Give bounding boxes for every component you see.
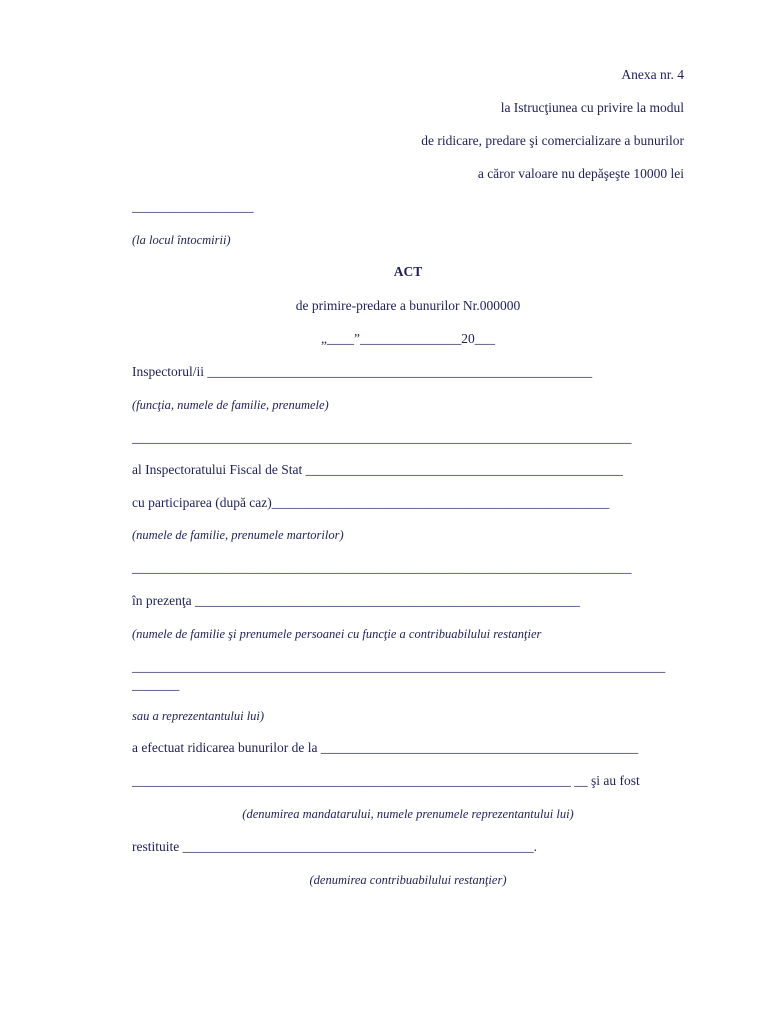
place-caption: (la locul întocmirii) [132, 233, 231, 247]
blank-line: _______________________________________________________________________________ [132, 659, 666, 674]
restitution-line: restituite ____________________________________________________. [132, 839, 537, 854]
returned-line: _________________________________________________________________ __ şi au fost [132, 773, 640, 788]
annex-number: Anexa nr. 4 [621, 67, 684, 82]
inspector-caption: (funcţia, numele de familie, prenumele) [132, 398, 329, 412]
document-subtitle: de primire-predare a bunurilor Nr.000000 [295, 298, 521, 313]
annex-reference-line-1: la Istrucţiunea cu privire la modul [500, 100, 684, 115]
annex-reference-line-3: a căror valoare nu depăşeşte 10000 lei [477, 166, 684, 181]
presence-line: în prezenţa _________________________________________________________ [132, 593, 580, 608]
fiscal-inspectorate-line: al Inspectoratului Fiscal de Stat _______________________________________________ [132, 462, 623, 477]
mandatary-caption: (denumirea mandatarului, numele prenumele reprezentantului lui) [242, 807, 574, 821]
blank-line: __________________________________________________________________________ [132, 560, 632, 575]
person-caption: (numele de familie şi prenumele persoanei cu funcţie a contribuabilului restanţier [132, 627, 542, 641]
document-title: ACT [393, 264, 423, 279]
place-blank: __________________ [132, 199, 254, 214]
taxpayer-caption: (denumirea contribuabilului restanţier) [309, 873, 507, 887]
representative-caption: sau a reprezentantului lui) [132, 709, 265, 723]
witnesses-caption: (numele de familie, prenumele martorilor) [132, 528, 344, 542]
blank-line-continuation: _______ [132, 677, 180, 692]
annex-reference-line-2: de ridicare, predare şi comercializare a bunurilor [421, 133, 684, 148]
blank-line: __________________________________________________________________________ [132, 430, 632, 445]
inspector-line: Inspectorul/ii _________________________________________________________ [132, 364, 593, 379]
participation-line: cu participarea (după caz)__________________________________________________ [132, 495, 610, 510]
removal-line: a efectuat ridicarea bunurilor de la _______________________________________________ [132, 740, 639, 755]
document-date: „____”_______________20___ [321, 331, 495, 346]
